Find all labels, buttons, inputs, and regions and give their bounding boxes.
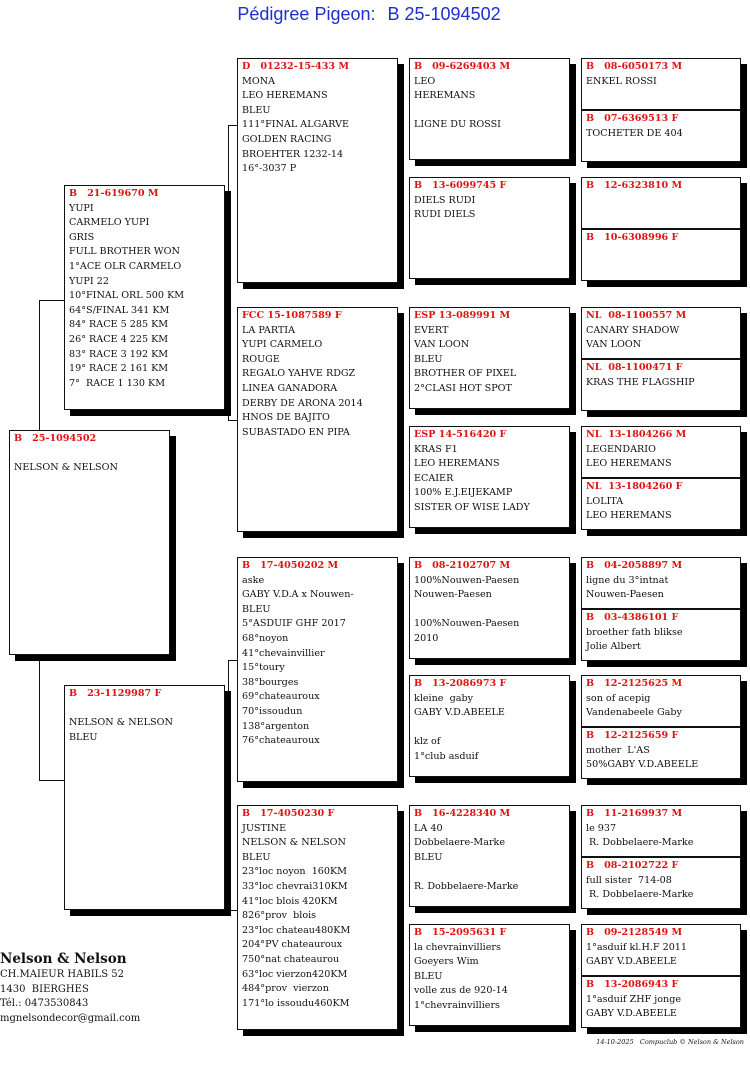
ring-number: B 13-6099745 F bbox=[414, 180, 507, 191]
sire-card bbox=[64, 185, 225, 410]
pigeon-info-line: SISTER OF WISE LADY bbox=[414, 501, 530, 513]
pigeon-info-line: LEGENDARIO bbox=[586, 443, 656, 455]
ancestor-card bbox=[581, 229, 741, 281]
great-grandparent-card bbox=[409, 426, 570, 528]
ring-number: B 23-1129987 F bbox=[69, 688, 162, 699]
pigeon-info-line: HNOS DE BAJITO bbox=[242, 412, 330, 424]
connector-line bbox=[39, 300, 40, 430]
great-grandparent-card bbox=[409, 557, 570, 659]
pigeon-info-line: BROTHER OF PIXEL bbox=[414, 368, 517, 380]
pigeon-info-line: 5°ASDUIF GHF 2017 bbox=[242, 618, 346, 630]
pigeon-info-line bbox=[414, 104, 565, 119]
pigeon-info-line: 171°lo issoudu460KM bbox=[242, 997, 350, 1009]
title-ring: B 25-1094502 bbox=[387, 4, 501, 24]
ring-number: B 08-6050173 M bbox=[586, 61, 683, 72]
pigeon-info-line: 84° RACE 5 285 KM bbox=[69, 319, 169, 331]
great-grandparent-card bbox=[409, 675, 570, 777]
ancestor-card bbox=[581, 426, 741, 478]
pigeon-info-line: RUDI DIELS bbox=[414, 209, 476, 221]
connector-line bbox=[39, 300, 64, 301]
owner-phone: Tél.: 0473530843 bbox=[0, 998, 89, 1009]
pigeon-info-line: le 937 bbox=[586, 822, 617, 834]
connector-line bbox=[39, 655, 40, 780]
ancestor-card bbox=[581, 177, 741, 229]
pigeon-info-line: 750°nat chateaurou bbox=[242, 953, 340, 965]
pigeon-info-line: volle zus de 920-14 bbox=[414, 985, 508, 997]
pigeon-info-line: LEO HEREMANS bbox=[414, 458, 500, 470]
ring-number: B 12-2125625 M bbox=[586, 678, 683, 689]
connector-line bbox=[39, 780, 64, 781]
great-grandparent-card bbox=[409, 177, 570, 279]
pigeon-info-line: GRIS bbox=[69, 231, 95, 243]
pigeon-info-line: 26° RACE 4 225 KM bbox=[69, 333, 169, 345]
pigeon-info-line: 76°chateauroux bbox=[242, 735, 320, 747]
pigeon-info-line: 1°asduif ZHF jonge bbox=[586, 993, 682, 1005]
ring-number: NL 13-1804266 M bbox=[586, 429, 687, 440]
ring-number: NL 08-1100557 M bbox=[586, 310, 687, 321]
pigeon-info-line: 1°chevrainvilliers bbox=[414, 999, 500, 1011]
pigeon-info-line: 111°FINAL ALGARVE bbox=[242, 119, 350, 131]
pigeon-info-line: LIGNE DU ROSSI bbox=[414, 119, 501, 131]
pigeon-info-line: Goeyers Wim bbox=[414, 956, 479, 968]
pigeon-info-line: ligne du 3°intnat bbox=[586, 574, 669, 586]
connector-line bbox=[228, 125, 229, 420]
ring-number: B 09-6269403 M bbox=[414, 61, 511, 72]
pigeon-info-line: LEO HEREMANS bbox=[242, 90, 328, 102]
pigeon-info-line: 19° RACE 2 161 KM bbox=[69, 363, 169, 375]
pigeon-info-line: BLEU bbox=[414, 851, 443, 863]
pigeon-info-line: LOLITA bbox=[586, 495, 624, 507]
pigeon-info-line: BLEU bbox=[242, 851, 271, 863]
ring-number: B 13-2086973 F bbox=[414, 678, 507, 689]
pigeon-info-line: la chevrainvilliers bbox=[414, 941, 501, 953]
pigeon-info-line bbox=[414, 865, 565, 880]
ring-number: B 15-2095631 F bbox=[414, 927, 507, 938]
pigeon-info-line: full sister 714-08 bbox=[586, 874, 672, 886]
pigeon-info-line: YUPI bbox=[69, 202, 94, 214]
ring-number: B 09-2128549 M bbox=[586, 927, 683, 938]
pigeon-info-line: BLEU bbox=[242, 603, 271, 615]
pigeon-info-line: LEO HEREMANS bbox=[586, 510, 672, 522]
ring-number: NL 13-1804260 F bbox=[586, 481, 683, 492]
pigeon-info-line: YUPI CARMELO bbox=[242, 339, 323, 351]
ring-number: B 07-6369513 F bbox=[586, 113, 679, 124]
pigeon-info-line: EVERT bbox=[414, 324, 449, 336]
pigeon-info-line: LEO bbox=[414, 75, 436, 87]
pigeon-info-line: 50%GABY V.D.ABEELE bbox=[586, 759, 699, 771]
subject-card bbox=[9, 430, 170, 655]
pigeon-info-line: R. Dobbelaere-Marke bbox=[414, 880, 519, 892]
pigeon-info-line: MONA bbox=[242, 75, 276, 87]
pigeon-info-line: FULL BROTHER WON bbox=[69, 246, 180, 258]
pigeon-info-line bbox=[14, 447, 165, 462]
great-grandparent-card bbox=[409, 307, 570, 409]
pigeon-info-line: NELSON & NELSON bbox=[14, 462, 118, 474]
pigeon-info-line: VAN LOON bbox=[586, 339, 642, 351]
pigeon-info-line: KRAS THE FLAGSHIP bbox=[586, 376, 695, 388]
pigeon-info-line: R. Dobbelaere-Marke bbox=[586, 837, 694, 849]
dam-card bbox=[64, 685, 225, 910]
pigeon-info-line: 41°chevainvillier bbox=[242, 647, 325, 659]
ring-number: ESP 14-516420 F bbox=[414, 429, 507, 440]
ring-number: B 13-2086943 F bbox=[586, 979, 679, 990]
pigeon-info-line: 33°loc chevrai310KM bbox=[242, 880, 348, 892]
pigeon-info-line: 83° RACE 3 192 KM bbox=[69, 348, 169, 360]
pigeon-info-line: Dobbelaere-Marke bbox=[414, 837, 506, 849]
grandsire-card bbox=[237, 557, 398, 782]
pigeon-info-line: JUSTINE bbox=[242, 822, 287, 834]
connector-line bbox=[228, 660, 229, 910]
pigeon-info-line: DERBY DE ARONA 2014 bbox=[242, 397, 363, 409]
pigeon-info-line: 68°noyon bbox=[242, 632, 289, 644]
pigeon-info-line: LINEA GANADORA bbox=[242, 382, 338, 394]
ring-number: B 16-4228340 M bbox=[414, 808, 511, 819]
pigeon-info-line: 1°club asduif bbox=[414, 750, 479, 762]
ring-number: B 17-4050230 F bbox=[242, 808, 335, 819]
owner-address: CH.MAIEUR HABILS 52 bbox=[0, 969, 125, 980]
ring-number: NL 08-1100471 F bbox=[586, 362, 683, 373]
pigeon-info-line: HEREMANS bbox=[414, 90, 476, 102]
ring-number: B 25-1094502 bbox=[14, 433, 97, 444]
ring-number: B 11-2169937 M bbox=[586, 808, 683, 819]
ring-number: B 08-2102707 M bbox=[414, 560, 511, 571]
pigeon-info-line: 138°argenton bbox=[242, 720, 310, 732]
footer-credit: 14-10-2025 Compuclub © Nelson & Nelson bbox=[596, 1038, 744, 1046]
connector-line bbox=[228, 660, 237, 661]
pigeon-info-line: 2010 bbox=[414, 632, 439, 644]
pigeon-info-line: mother L'AS bbox=[586, 744, 650, 756]
ring-number: B 12-6323810 M bbox=[586, 180, 683, 191]
pigeon-info-line: BLEU bbox=[414, 970, 443, 982]
pigeon-info-line: Nouwen-Paesen bbox=[586, 589, 664, 601]
pigeon-info-line: REGALO YAHVE RDGZ bbox=[242, 368, 356, 380]
pigeon-info-line: ROUGE bbox=[242, 353, 280, 365]
ancestor-card bbox=[581, 557, 741, 609]
grandsire-card bbox=[237, 58, 398, 283]
pigeon-info-line: 23°loc chateau480KM bbox=[242, 924, 351, 936]
page-title bbox=[0, 4, 750, 25]
ancestor-card bbox=[581, 307, 741, 359]
connector-line bbox=[228, 125, 237, 126]
great-grandparent-card bbox=[409, 805, 570, 907]
ancestor-card bbox=[581, 675, 741, 727]
ancestor-card bbox=[581, 359, 741, 411]
ancestor-card bbox=[581, 58, 741, 110]
great-grandparent-card bbox=[409, 58, 570, 160]
owner-email: mgnelsondecor@gmail.com bbox=[0, 1012, 141, 1024]
title-label: Pédigree Pigeon: bbox=[237, 4, 376, 24]
connector-line bbox=[228, 420, 237, 421]
connector-line bbox=[228, 910, 237, 911]
pigeon-info-line: 100% E.J.EIJEKAMP bbox=[414, 487, 513, 499]
pigeon-info-line: CANARY SHADOW bbox=[586, 324, 680, 336]
pigeon-info-line: 1°ACE OLR CARMELO bbox=[69, 260, 182, 272]
pigeon-info-line: 1°asduif kl.H.F 2011 bbox=[586, 941, 688, 953]
pigeon-info-line: LEO HEREMANS bbox=[586, 458, 672, 470]
pigeon-info-line: broether fath blikse bbox=[586, 626, 683, 638]
pigeon-info-line: LA PARTIA bbox=[242, 324, 296, 336]
pigeon-info-line: 41°loc blois 420KM bbox=[242, 895, 338, 907]
pigeon-info-line: KRAS F1 bbox=[414, 443, 458, 455]
ancestor-card bbox=[581, 805, 741, 857]
ancestor-card bbox=[581, 110, 741, 162]
ring-number: FCC 15-1087589 F bbox=[242, 310, 342, 321]
pigeon-info-line: GABY V.D.ABEELE bbox=[414, 707, 505, 719]
pigeon-info-line: 100%Nouwen-Paesen bbox=[414, 574, 520, 586]
pigeon-info-line: klz of bbox=[414, 736, 441, 748]
pigeon-info-line: CARMELO YUPI bbox=[69, 217, 150, 229]
ring-number: B 12-2125659 F bbox=[586, 730, 679, 741]
pigeon-info-line: NELSON & NELSON bbox=[69, 717, 173, 729]
ring-number: B 04-2058897 M bbox=[586, 560, 683, 571]
pigeon-info-line: GABY V.D.A x Nouwen- bbox=[242, 589, 354, 601]
pigeon-info-line bbox=[69, 702, 220, 717]
pigeon-info-line: 100%Nouwen-Paesen bbox=[414, 618, 520, 630]
pigeon-info-line: 484°prov vierzon bbox=[242, 983, 329, 995]
pigeon-info-line: son of acepig bbox=[586, 692, 651, 704]
ancestor-card bbox=[581, 609, 741, 661]
pigeon-info-line: 23°loc noyon 160KM bbox=[242, 866, 348, 878]
pigeon-info-line: 204°PV chateauroux bbox=[242, 939, 343, 951]
pigeon-info-line: NELSON & NELSON bbox=[242, 837, 346, 849]
pigeon-info-line: 7° RACE 1 130 KM bbox=[69, 377, 166, 389]
ring-number: B 21-619670 M bbox=[69, 188, 159, 199]
ancestor-card bbox=[581, 857, 741, 909]
pigeon-info-line: LA 40 bbox=[414, 822, 443, 834]
granddam-card bbox=[237, 805, 398, 1030]
pigeon-info-line: Vandenabeele Gaby bbox=[586, 707, 682, 719]
pigeon-info-line bbox=[414, 603, 565, 618]
ring-number: B 17-4050202 M bbox=[242, 560, 339, 571]
pigeon-info-line: 70°issoudun bbox=[242, 705, 303, 717]
pigeon-info-line: 2°CLASI HOT SPOT bbox=[414, 382, 512, 394]
pigeon-info-line: BROEHTER 1232-14 bbox=[242, 148, 344, 160]
pigeon-info-line: Nouwen-Paesen bbox=[414, 589, 492, 601]
ring-number: B 08-2102722 F bbox=[586, 860, 679, 871]
ring-number: D 01232-15-433 M bbox=[242, 61, 350, 72]
owner-info bbox=[0, 950, 140, 1026]
ring-number: B 10-6308996 F bbox=[586, 232, 679, 243]
pigeon-info-line: YUPI 22 bbox=[69, 275, 109, 287]
pigeon-info-line: GOLDEN RACING bbox=[242, 133, 332, 145]
great-grandparent-card bbox=[409, 924, 570, 1026]
pigeon-info-line: R. Dobbelaere-Marke bbox=[586, 889, 694, 901]
pigeon-info-line bbox=[414, 721, 565, 736]
pigeon-info-line: 10°FINAL ORL 500 KM bbox=[69, 290, 185, 302]
pigeon-info-line: DIELS RUDI bbox=[414, 194, 476, 206]
pigeon-info-line: 64°S/FINAL 341 KM bbox=[69, 304, 170, 316]
ancestor-card bbox=[581, 478, 741, 530]
pigeon-info-line: 69°chateauroux bbox=[242, 691, 320, 703]
pigeon-info-line: BLEU bbox=[414, 353, 443, 365]
ancestor-card bbox=[581, 727, 741, 779]
pigeon-info-line: 63°loc vierzon420KM bbox=[242, 968, 348, 980]
pigeon-info-line: VAN LOON bbox=[414, 339, 470, 351]
pigeon-info-line: TOCHETER DE 404 bbox=[586, 127, 683, 139]
owner-name: Nelson & Nelson bbox=[0, 951, 127, 967]
owner-city: 1430 BIERGHES bbox=[0, 983, 89, 995]
pigeon-info-line: 15°toury bbox=[242, 662, 285, 674]
ancestor-card bbox=[581, 976, 741, 1028]
ring-number: ESP 13-089991 M bbox=[414, 310, 511, 321]
pigeon-info-line: BLEU bbox=[242, 104, 271, 116]
ring-number: B 03-4386101 F bbox=[586, 612, 679, 623]
granddam-card bbox=[237, 307, 398, 532]
pigeon-info-line: kleine gaby bbox=[414, 692, 474, 704]
pigeon-info-line: ENKEL ROSSI bbox=[586, 75, 657, 87]
pigeon-info-line: 826°prov blois bbox=[242, 910, 317, 922]
pigeon-info-line: Jolie Albert bbox=[586, 641, 641, 653]
pigeon-info-line: aske bbox=[242, 574, 265, 586]
pigeon-info-line: GABY V.D.ABEELE bbox=[586, 956, 677, 968]
ancestor-card bbox=[581, 924, 741, 976]
pigeon-info-line: BLEU bbox=[69, 731, 98, 743]
pigeon-info-line: ECAIER bbox=[414, 472, 454, 484]
pigeon-info-line: SUBASTADO EN PIPA bbox=[242, 426, 350, 438]
pigeon-info-line: 16°-3037 P bbox=[242, 163, 297, 175]
pigeon-info-line: GABY V.D.ABEELE bbox=[586, 1008, 677, 1020]
pigeon-info-line: 38°bourges bbox=[242, 676, 299, 688]
